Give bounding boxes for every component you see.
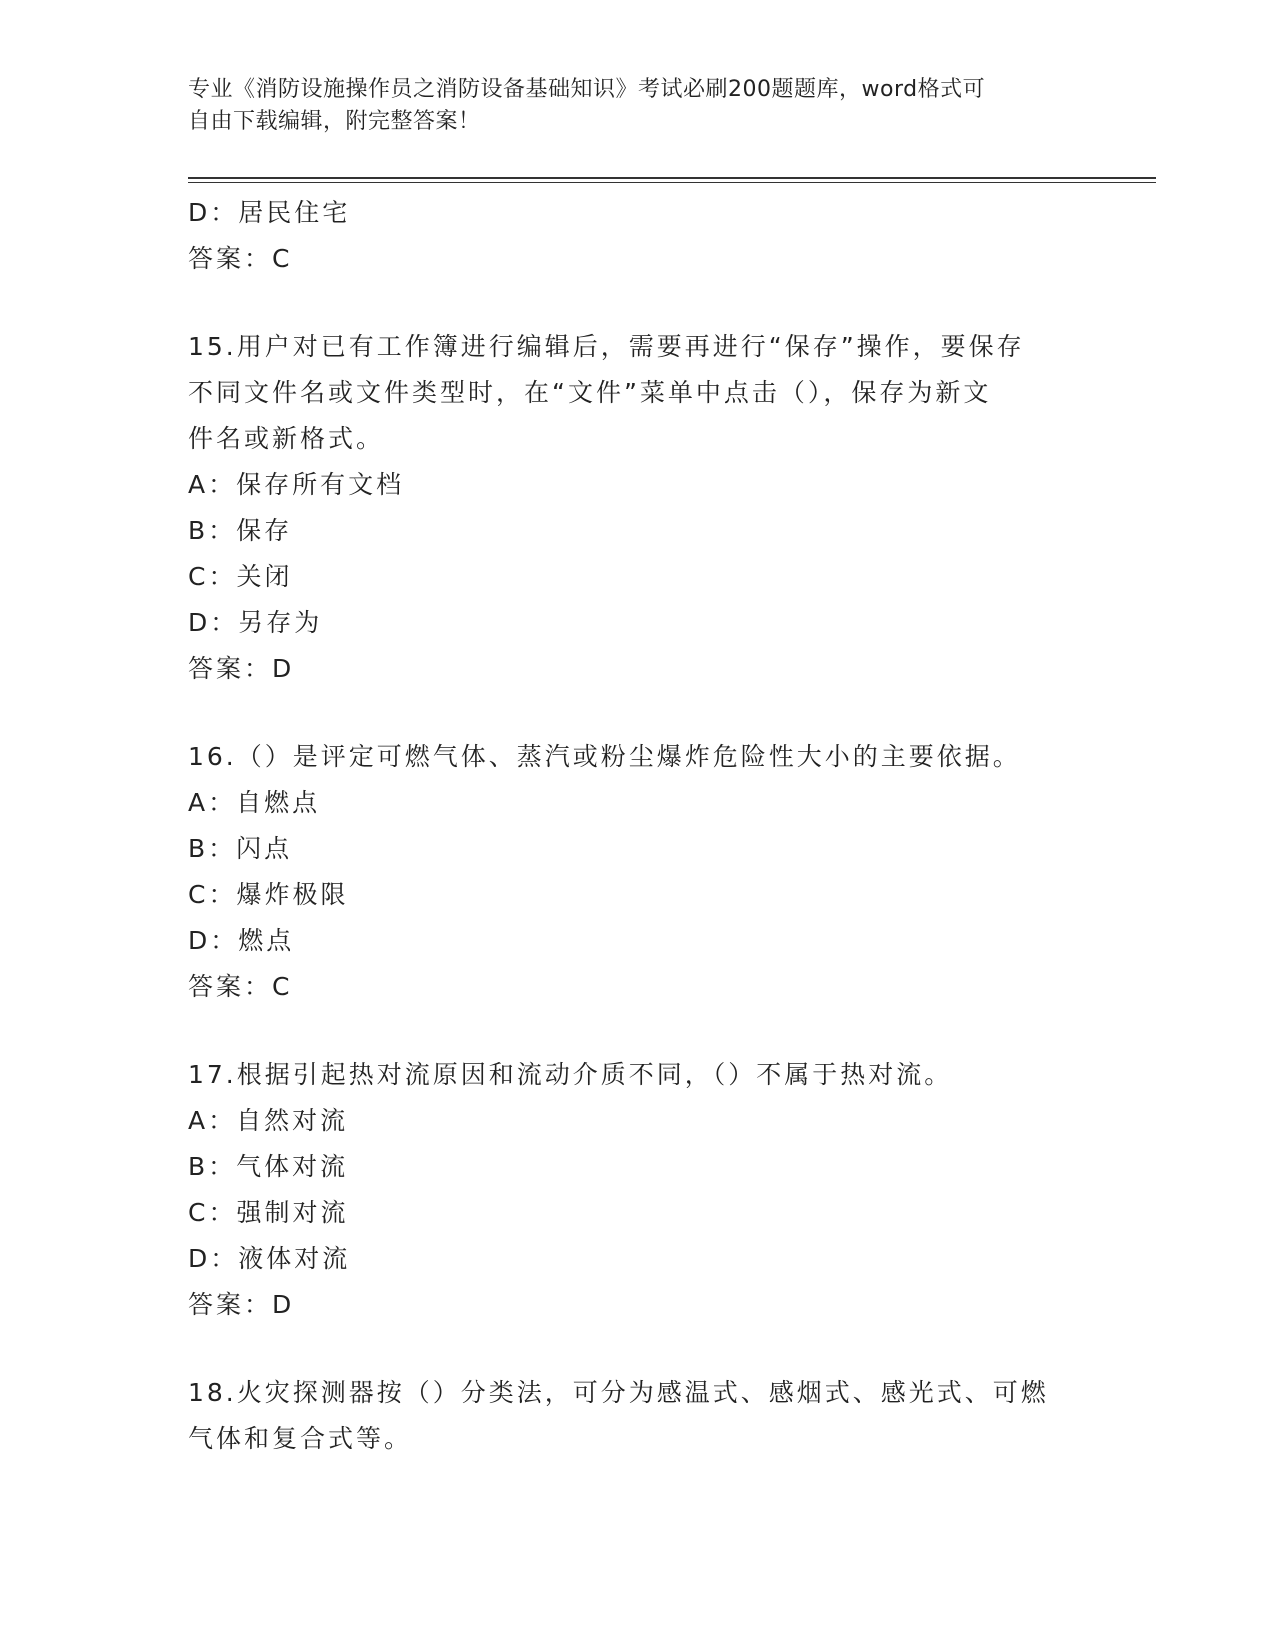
question-text-line: 17.根据引起热对流原因和流动介质不同，（）不属于热对流。 [188, 1060, 953, 1089]
question-text-line: 15.用户对已有工作簿进行编辑后，需要再进行“保存”操作，要保存 [188, 332, 1025, 361]
option-c: C：爆炸极限 [188, 880, 349, 909]
option-b: B：闪点 [188, 834, 293, 863]
answer-line [188, 646, 1088, 692]
option-c: C：强制对流 [188, 1198, 349, 1227]
header-line-1: 专业《消防设施操作员之消防设备基础知识》考试必刷200题题库，word格式可 [188, 77, 986, 102]
option-a: A：自燃点 [188, 788, 321, 817]
question-15 [188, 324, 1088, 692]
answer-line [188, 236, 1088, 282]
question-17 [188, 1052, 1088, 1328]
option-d: D：液体对流 [188, 1244, 351, 1273]
answer-value: D [272, 654, 293, 683]
answer-line [188, 964, 1088, 1010]
document-header [188, 74, 1068, 138]
answer-value: C [272, 972, 291, 1001]
answer-label: 答案： [188, 1290, 273, 1319]
header-rule-thin [188, 182, 1156, 183]
option-d: D：燃点 [188, 926, 295, 955]
option-c: C：关闭 [188, 562, 293, 591]
question-text-line: 气体和复合式等。 [188, 1424, 413, 1453]
answer-value: D [272, 1290, 293, 1319]
answer-label: 答案： [188, 244, 273, 273]
option-d: D：居民住宅 [188, 198, 351, 227]
answer-value: C [272, 244, 291, 273]
answer-label: 答案： [188, 972, 273, 1001]
question-18 [188, 1370, 1088, 1462]
header-line-2: 自由下载编辑，附完整答案！ [188, 109, 481, 134]
question-list [188, 190, 1088, 1462]
option-b: B：气体对流 [188, 1152, 349, 1181]
option-a: A：保存所有文档 [188, 470, 405, 499]
answer-line [188, 1282, 1088, 1328]
option-d: D：另存为 [188, 608, 323, 637]
answer-label: 答案： [188, 654, 273, 683]
question-text-line: 18.火灾探测器按（）分类法，可分为感温式、感烟式、感光式、可燃 [188, 1378, 1049, 1407]
question-text-line: 不同文件名或文件类型时，在“文件”菜单中点击（），保存为新文 [188, 378, 992, 407]
question-text-line: 件名或新格式。 [188, 424, 385, 453]
question-16 [188, 734, 1088, 1010]
question-text-line: 16.（）是评定可燃气体、蒸汽或粉尘爆炸危险性大小的主要依据。 [188, 742, 1021, 771]
option-a: A：自然对流 [188, 1106, 349, 1135]
header-rule-thick [188, 177, 1156, 179]
option-b: B：保存 [188, 516, 293, 545]
